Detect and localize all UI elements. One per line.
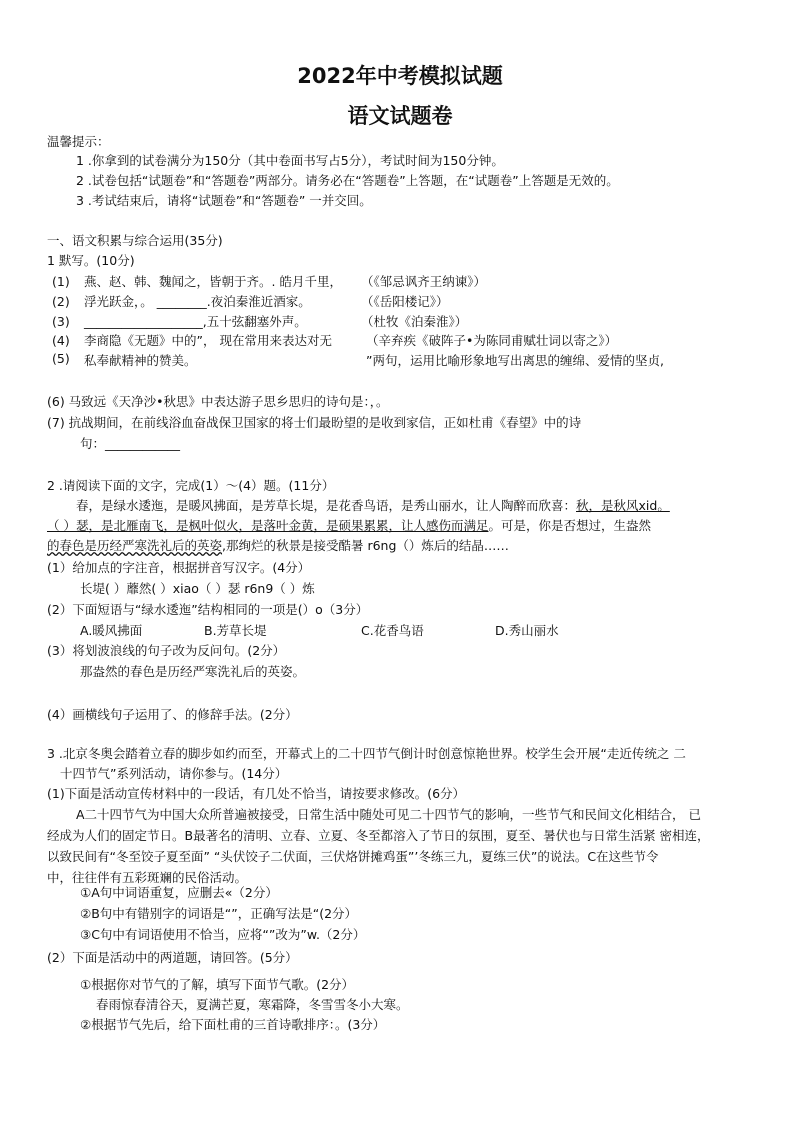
q1-item-text: ___________________,五十弦翻塞外声。 [84,314,307,329]
q1-item-num: (5) [52,351,70,366]
notice-item-3: 3 .考试结束后，请将“试题卷”和“答题卷” 一并交回。 [76,193,372,208]
q3-para-line: A二十四节气为中国大众所普遍被接受，日常生活中随处可见二十四节气的影响，一些节气和民间文化相结合， 已 [76,807,702,822]
q2-para-line-2 [47,516,651,536]
q2-sub-2: (2）下面短语与“绿水逶迤”结构相同的一项是(）o（3分） [47,602,369,617]
q2-option-d: D.秀山丽水 [495,623,559,638]
q3-sub-item: ①A句中词语重复，应删去«（2分） [80,885,278,900]
q2-para-text: 春，是绿水逶迤，是暖风拂面，是芳草长堤，是花香鸟语，是秀山丽水，让人陶醉而欣喜： [76,498,577,513]
q2-option-b: B.芳草长堤 [204,623,267,638]
q3-solar-term-song: 春雨惊春清谷天，夏满芒夏，寒霜降，冬雪雪冬小大寒。 [96,997,409,1012]
q2-sub-3-sentence: 那盎然的春色是历经严寒洗礼后的英姿。 [80,664,306,679]
q1-item-source: （《岳阳楼记》） [361,294,449,309]
q3-para-line: 经成为人们的固定节日。B最著名的清明、立春、立夏、冬至都溶入了节日的氛围，夏至、暑伏也与日常生活紧 密相连， [47,828,710,843]
q1-item-num: (2) [52,294,70,309]
q1-item-text: 浮光跃金，。 ________.夜泊秦淮近酒家。 [84,294,311,309]
q3-sub-2-item: ②根据节气先后，给下面杜甫的三首诗歌排序：。(3分） [80,1017,386,1032]
q2-underlined-text: 秋，是秋风xid。 [576,498,670,513]
notice-item-1: 1 .你拿到的试卷满分为150分（其中卷面书写占5分），考试时间为150分钟。 [76,153,504,168]
q2-sub-4: (4）画横线句子运用了、的修辞手法。(2分） [47,707,298,722]
q2-sub-3: (3）将划波浪线的句子改为反问句。(2分） [47,643,286,658]
q3-sub-2: (2）下面是活动中的两道题，请回答。(5分） [47,950,298,965]
q2-option-c: C.花香鸟语 [361,623,424,638]
q1-item-6: (6) 马致远《天净沙•秋思》中表达游子思乡思归的诗句是：，。 [47,394,389,409]
q2-para-text: ,那绚烂的秋景是接受酷暑 r6ng（）炼后的结晶…… [222,538,509,553]
q1-item-text: 李商隐《无题》中的”， 现在常用来表达对无 [84,333,332,348]
q1-item-text: 私奉献精神的赞美。 [84,353,197,368]
q1-item-num: (1) [52,274,70,289]
q2-option-a: A.暖风拂面 [80,623,143,638]
q1-item-source: （《邹忌讽齐王纳谏》） [361,274,487,289]
q2-para-line-1 [76,496,670,516]
q2-sub-1: (1）给加点的字注音，根据拼音写汉字。(4分） [47,560,311,575]
q1-item-text: 燕、赵、韩、魏闻之，皆朝于齐。. 皓月千里， [84,274,342,289]
q1-item-7-answer: 句：____________ [80,436,181,451]
q1-item-num: (4) [52,333,70,348]
q1-heading: 1 默写。(10分) [47,253,135,268]
q3-para-line: 以致民间有“冬至饺子夏至面” “头伏饺子二伏面，三伏烙饼摊鸡蛋”’冬练三九，夏练三伏”的说法。C在这些节令 [47,849,659,864]
q3-heading: 3 .北京冬奥会踏着立春的脚步如约而至，开幕式上的二十四节气倒计时创意惊艳世界。校学生会开展“走近传统之 二 [47,746,686,761]
q2-para-text: 。可是，你是否想过，生盎然 [488,518,651,533]
page-subtitle: 语文试题卷 [347,104,453,128]
notice-heading: 温馨提示： [47,134,110,149]
q1-item-num: (3) [52,314,70,329]
q2-heading: 2 .请阅读下面的文字，完成(1）～(4）题。(11分） [47,478,335,493]
q3-sub-item: ②B句中有错别字的词语是“”，正确写法是“(2分） [80,906,358,921]
page-title: 2022年中考模拟试题 [297,64,503,88]
q1-item-7: (7) 抗战期间，在前线浴血奋战保卫国家的将士们最盼望的是收到家信，正如杜甫《春望》中的诗 [47,415,582,430]
q1-item-source: ”两句，运用比喻形象地写出离思的缠绵、爱情的坚贞, [366,353,664,368]
q1-item-source: （杜牧《泊秦淮》） [361,314,468,329]
q3-sub-2-item: ①根据你对节气的了解，填写下面节气歌。(2分） [80,977,355,992]
q3-heading-cont: 十四节气”系列活动，请你参与。(14分） [60,766,288,781]
q3-para-line: 中，往往伴有五彩斑斓的民俗活动。 [47,870,248,885]
q2-para-line-3 [47,536,509,556]
q2-sub-1-blanks: 长堤( ）蘼然( ）xiao（ ）瑟 r6n9（ ）炼 [80,581,315,596]
notice-item-2: 2 .试卷包括“试题卷”和“答题卷”两部分。请务必在“答题卷”上答题，在“试题卷”上答题是无效的。 [76,173,619,188]
q3-sub-item: ③C句中有词语使用不恰当，应将“”改为”w.（2分） [80,927,366,942]
q1-item-source: （辛弃疾《破阵子•为陈同甫赋壮词以寄之》） [366,333,618,348]
q2-wavy-text: 的春色是历经严寒洗礼后的英姿 [47,538,223,553]
q2-underlined-text: （ ）瑟，是北雁南飞，是枫叶似火，是落叶金黄，是硕果累累，让人感伤而满足 [47,518,489,533]
q3-sub-1: (1)下面是活动宣传材料中的一段话，有几处不恰当，请按要求修改。(6分） [47,786,466,801]
section1-heading: 一、语文积累与综合运用(35分) [47,233,223,248]
